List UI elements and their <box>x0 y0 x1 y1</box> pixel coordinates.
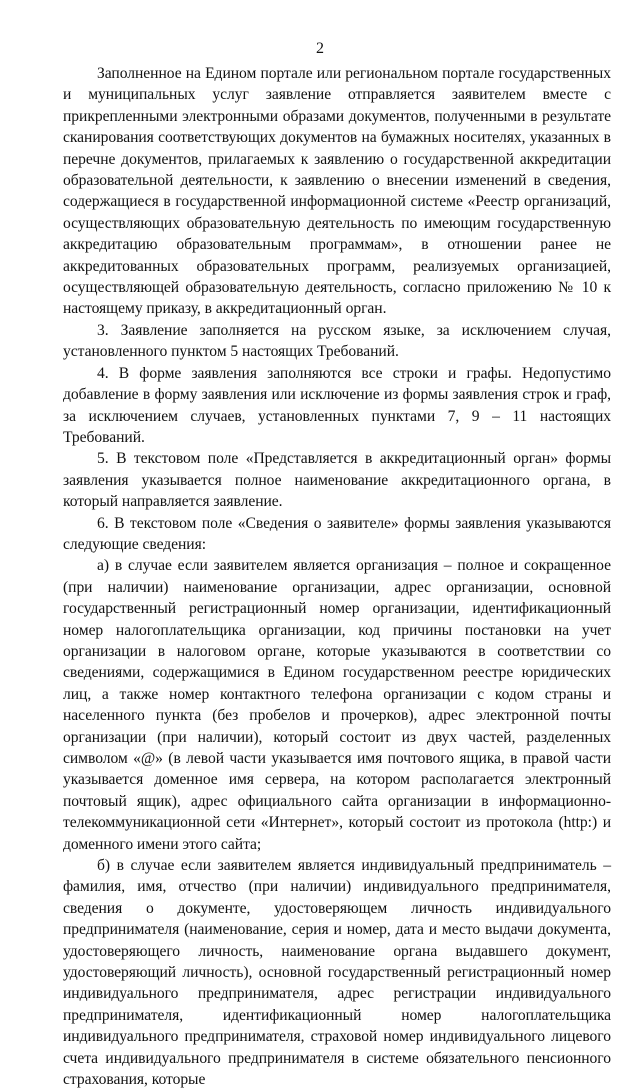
paragraph-submission-intro: Заполненное на Едином портале или региональном портале государственных и муниципальных услуг заявление отправляется заявителем вместе с прикрепленными электронными образами документов, полученными в результате сканирования соответствующих документов на бумажных носителях, указанных в перечне документов, прилагаемых к заявлению о государственной аккредитации образовательной деятельности, к заявлению о внесении изменений в сведения, содержащиеся в государственной информационной системе «Реестр организаций, осуществляющих образовательную деятельность по имеющим государственную аккредитацию образовательным программам», в отношении ранее не аккредитованных образовательных программ, реализуемых организацией, осуществляющей образовательную деятельность, согласно приложению № 10 к настоящему приказу, в аккредитационный орган. <box>63 65 611 318</box>
paragraph-item-5: 5. В текстовом поле «Представляется в аккредитационный орган» формы заявления указывается полное наименование аккредитационного органа, в который направляется заявление. <box>63 450 611 511</box>
paragraph-item-4: 4. В форме заявления заполняются все строки и графы. Недопустимо добавление в форму заявления или исключение из формы заявления строк и граф, за исключением случаев, установленных пунктами 7, 9 – 11 настоящих Требований. <box>63 364 611 446</box>
document-body <box>63 63 611 1091</box>
paragraph-item-6: 6. В текстовом поле «Сведения о заявителе» формы заявления указываются следующие сведения: <box>63 514 611 553</box>
page-number: 2 <box>316 40 324 57</box>
paragraph-item-6b: б) в случае если заявителем является индивидуальный предприниматель – фамилия, имя, отчество (при наличии) индивидуального предпринимателя, сведения о документе, удостоверяющем личность индивидуального предпринимателя (наименование, серия и номер, дата и место выдачи документа, удостоверяющего личность, наименование органа выдавшего документ, удостоверяющий личность), основной государственный регистрационный номер индивидуального предпринимателя, адрес регистрации индивидуального предпринимателя, идентификационный номер налогоплательщика индивидуального предпринимателя, страховой номер индивидуального лицевого счета индивидуального предпринимателя в системе обязательного пенсионного страхования, которые <box>63 857 611 1089</box>
paragraph-item-3: 3. Заявление заполняется на русском языке, за исключением случая, установленного пунктом 5 настоящих Требований. <box>63 321 611 361</box>
paragraph-item-6a: а) в случае если заявителем является организация – полное и сокращенное (при наличии) наименование организации, адрес организации, основной государственный регистрационный номер организации, идентификационный номер налогоплательщика организации, код причины постановки на учет организации в налоговом органе, которые указываются в соответствии со сведениями, содержащимися в Едином государственном реестре юридических лиц, а также номер контактного телефона организации с кодом страны и населенного пункта (без пробелов и прочерков), адрес электронной почты организации (при наличии), который состоит из двух частей, разделенных символом «@» (в левой части указывается имя почтового ящика, в правой части указывается доменное имя сервера, на котором располагается электронный почтовый ящик), адрес официального сайта организации в информационно-телекоммуникационной сети «Интернет», который состоит из протокола (http:) и доменного имени этого сайта; <box>63 557 611 853</box>
